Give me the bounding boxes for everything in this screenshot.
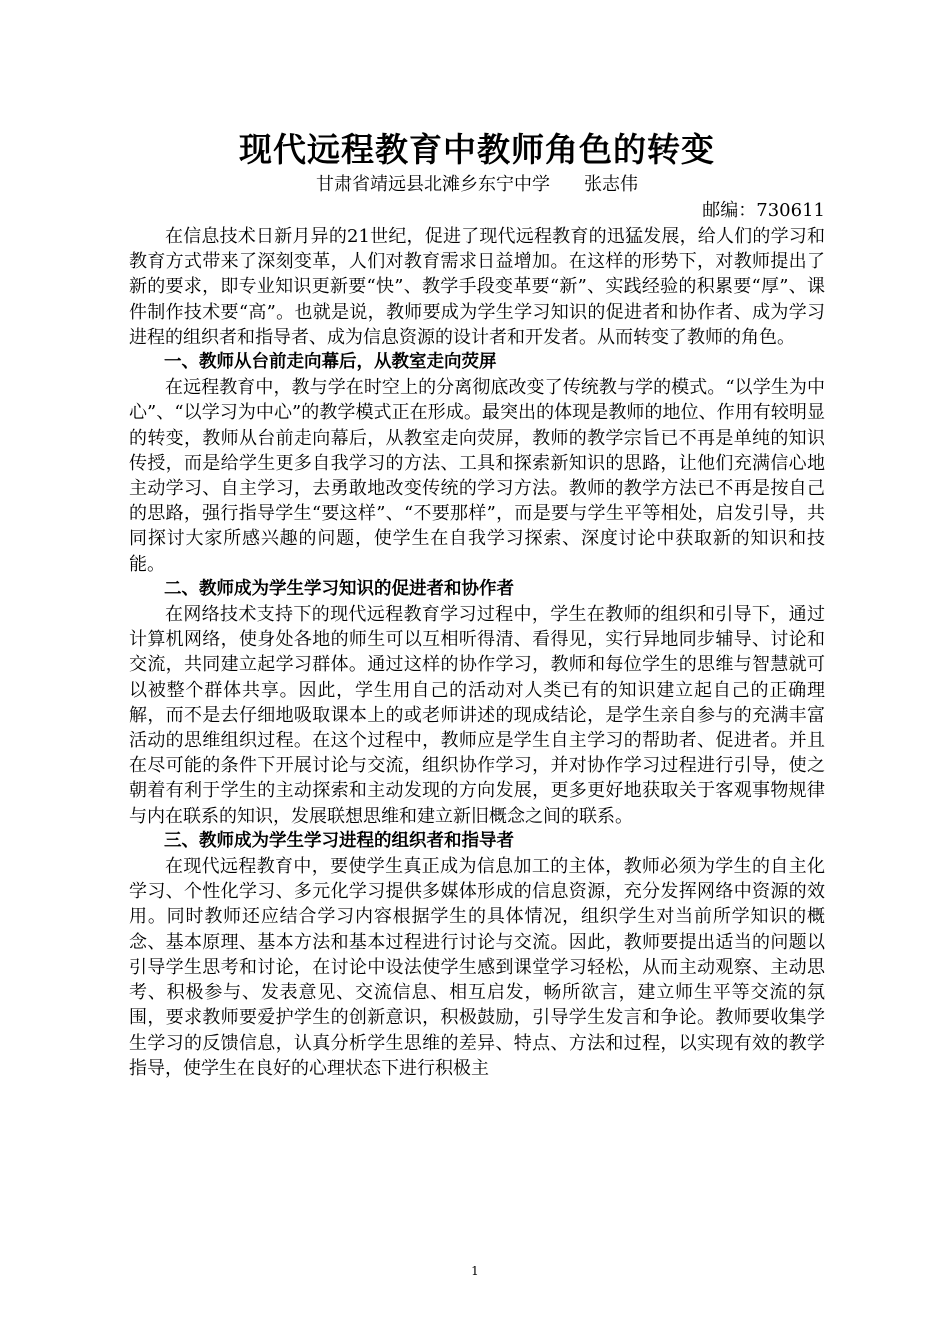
document-title: 现代远程教育中教师角色的转变	[239, 130, 715, 169]
page-number: 1	[471, 1264, 479, 1278]
section-heading-1: 一、教师从台前走向幕后，从教室走向荧屏	[164, 352, 497, 373]
author-name: 张志伟	[584, 174, 638, 195]
author-line	[129, 172, 825, 198]
document-body	[129, 128, 825, 1081]
section-body-1: 在远程教育中，教与学在时空上的分离彻底改变了传统教与学的模式。“以学生为中心”、“以学习为中心”的教学模式正在形成。最突出的体现是教师的地位、作用有较明显的转变，教师从台前走向幕后，从教室走向荧屏，教师的教学宗旨已不再是单纯的知识传授，而是给学生更多自我学习的方法、工具和探索新知识的思路，让他们充满信心地主动学习、自主学习，去勇敢地改变传统的学习方法。教师的教学方法已不再是按自己的思路，强行指导学生“要这样”、“不要那样”，而是要与学生平等相处，启发引导，共同探讨大家所感兴趣的问题，使学生在自我学习探索、深度讨论中获取新的知识和技能。	[129, 377, 825, 575]
intro-paragraph: 在信息技术日新月异的21世纪，促进了现代远程教育的迅猛发展，给人们的学习和教育方式带来了深刻变革，人们对教育需求日益增加。在这样的形势下，对教师提出了新的要求，即专业知识更新要“快”、教学手段变革要“新”、实践经验的积累要“厚”、课件制作技术要“高”。也就是说，教师要成为学生学习知识的促进者和协作者、成为学习进程的组织者和指导者、成为信息资源的设计者和开发者。从而转变了教师的角色。	[129, 226, 825, 348]
postcode: 邮编：730611	[702, 200, 825, 221]
section-body-2: 在网络技术支持下的现代远程教育学习过程中，学生在教师的组织和引导下，通过计算机网络，使身处各地的师生可以互相听得清、看得见，实行异地同步辅导、讨论和交流，共同建立起学习群体。通过这样的协作学习，教师和每位学生的思维与智慧就可以被整个群体共享。因此，学生用自己的活动对人类已有的知识建立起自己的正确理解，而不是去仔细地吸取课本上的或老师讲述的现成结论，是学生亲自参与的充满丰富活动的思维组织过程。在这个过程中，教师应是学生自主学习的帮助者、促进者。并且在尽可能的条件下开展讨论与交流，组织协作学习，并对协作学习过程进行引导，使之朝着有利于学生的主动探索和主动发现的方向发展，更多更好地获取关于客观事物规律与内在联系的知识，发展联想思维和建立新旧概念之间的联系。	[129, 604, 825, 827]
section-heading-3: 三、教师成为学生学习进程的组织者和指导者	[164, 830, 514, 851]
section-heading-2: 二、教师成为学生学习知识的促进者和协作者	[164, 578, 514, 599]
author-school: 甘肃省靖远县北滩乡东宁中学	[316, 174, 550, 195]
section-body-3: 在现代远程教育中，要使学生真正成为信息加工的主体，教师必须为学生的自主化学习、个性化学习、多元化学习提供多媒体形成的信息资源，充分发挥网络中资源的效用。同时教师还应结合学习内容根据学生的具体情况，组织学生对当前所学知识的概念、基本原理、基本方法和基本过程进行讨论与交流。因此，教师要提出适当的问题以引导学生思考和讨论，在讨论中设法使学生感到课堂学习轻松，从而主动观察、主动思考、积极参与、发表意见、交流信息、相互启发，畅所欲言，建立师生平等交流的氛围，要求教师要爱护学生的创新意识，积极鼓励，引导学生发言和争论。教师要收集学生学习的反馈信息，认真分析学生思维的差异、特点、方法和过程，以实现有效的教学指导，使学生在良好的心理状态下进行积极主	[129, 856, 825, 1079]
